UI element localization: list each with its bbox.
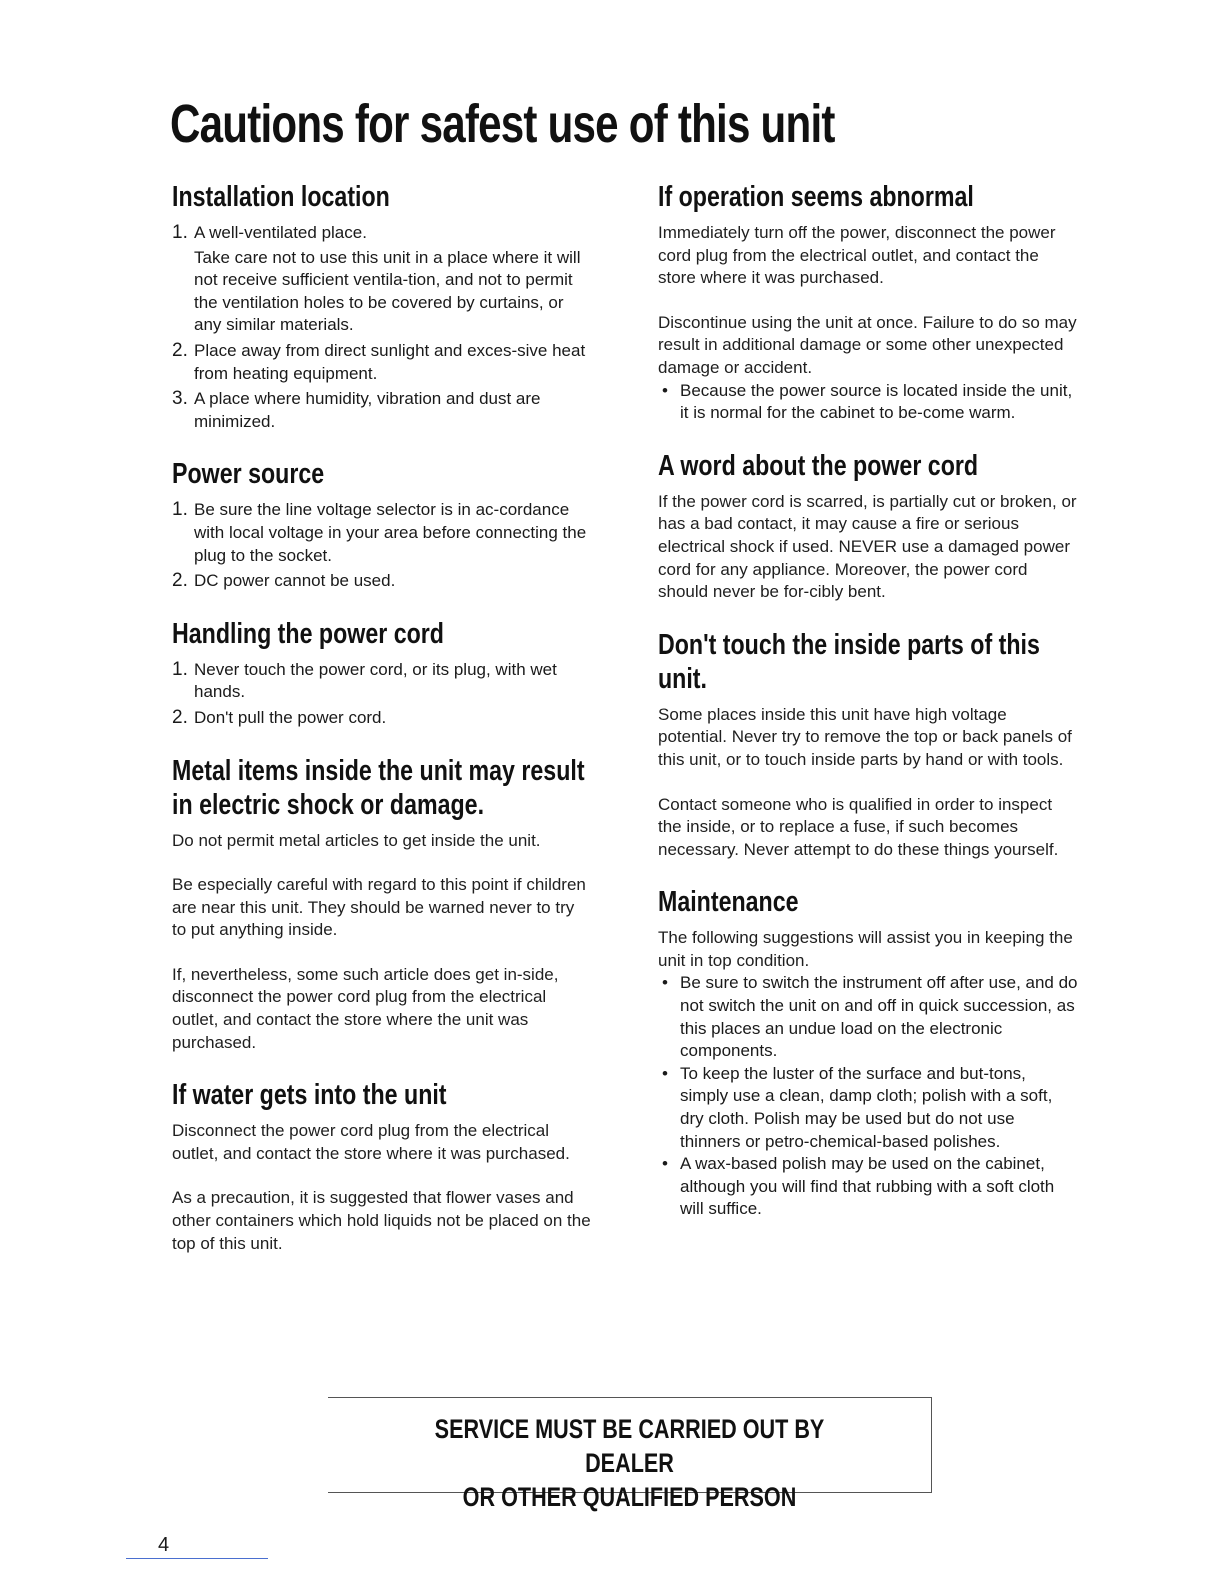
- item-number: 2.: [172, 706, 188, 728]
- paragraph: As a precaution, it is suggested that flower vases and other containers which hold liquids not be placed on the top of this unit.: [172, 1188, 591, 1253]
- item-number: 3.: [172, 388, 188, 410]
- right-column: [658, 180, 1078, 1245]
- bullet-item: • A wax-based polish may be used on the cabinet, although you will find that rubbing with a soft cloth will suffice.: [658, 1153, 1078, 1221]
- numbered-list: [172, 222, 592, 433]
- bullet-item: • Be sure to switch the instrument off after use, and do not switch the unit on and off in quick succession, as this places an undue load on the electronic components.: [658, 972, 1078, 1062]
- paragraph: If, nevertheless, some such article does get in-side, disconnect the power cord plug from the electrical outlet, and contact the store where the unit was purchased.: [172, 964, 559, 1052]
- item-text: Never touch the power cord, or its plug, with wet hands.: [194, 659, 557, 702]
- section-power-cord: [658, 449, 1078, 604]
- section-power-source: [172, 457, 592, 592]
- item-number: 2.: [172, 570, 188, 592]
- paragraph: Some places inside this unit have high voltage potential. Never try to remove the top or back panels of this unit, or to touch inside parts by hand or with tools.: [658, 704, 1072, 769]
- service-notice-box: [328, 1397, 932, 1512]
- notice-line: OR OTHER QUALIFIED PERSON: [462, 1482, 797, 1512]
- section-metal-items: [172, 754, 592, 1055]
- item-number: 2.: [172, 339, 188, 361]
- service-notice-text: [388, 1412, 870, 1514]
- section-water: [172, 1078, 592, 1255]
- list-item: [172, 707, 592, 730]
- paragraph: Be especially careful with regard to this point if children are near this unit. They should be warned never to try to put anything inside.: [172, 875, 586, 940]
- section-heading: Installation location: [172, 181, 390, 213]
- section-heading: A word about the power cord: [658, 449, 979, 482]
- item-text: A place where humidity, vibration and dust are minimized.: [194, 389, 541, 431]
- list-item: [172, 659, 592, 704]
- item-subtext: Take care not to use this unit in a place where it will not receive sufficient ventila-tion, and not to permit the ventilation holes to be covered by curtains, or any similar materials.: [194, 247, 581, 335]
- bullet-item: • Because the power source is located inside the unit, it is normal for the cabinet to be-come warm.: [658, 380, 1078, 425]
- section-handling-power-cord: [172, 617, 592, 730]
- section-heading: Power source: [172, 458, 325, 491]
- paragraph: Immediately turn off the power, disconnect the power cord plug from the electrical outlet, and contact the store where it was purchased.: [658, 223, 1056, 288]
- left-column: [172, 180, 592, 1279]
- section-maintenance: [658, 885, 1078, 1221]
- paragraph: Disconnect the power cord plug from the electrical outlet, and contact the store where it was purchased.: [172, 1121, 570, 1163]
- item-text: Be sure the line voltage selector is in ac-cordance with local voltage in your area before connecting the plug to the socket.: [194, 500, 587, 565]
- section-heading: Metal items inside the unit may result in electric shock or damage.: [172, 754, 585, 821]
- numbered-list: [172, 659, 592, 730]
- numbered-list: [172, 499, 592, 592]
- item-number: 1.: [172, 499, 188, 521]
- section-heading: Don't touch the inside parts of this unit.: [658, 628, 1040, 695]
- section-abnormal-operation: [658, 180, 1078, 425]
- list-item: [172, 499, 592, 567]
- bullet-list: [658, 380, 1078, 425]
- notice-line: SERVICE MUST BE CARRIED OUT BY DEALER: [434, 1414, 825, 1478]
- item-text: A well-ventilated place.: [194, 223, 367, 242]
- section-inside-parts: [658, 628, 1078, 862]
- page-title: Cautions for safest use of this unit: [170, 94, 835, 154]
- item-text: Place away from direct sunlight and exces-sive heat from heating equipment.: [194, 340, 586, 383]
- bullet-item: • To keep the luster of the surface and but-tons, simply use a clean, damp cloth; polish with a soft, dry cloth. Polish may be used but do not use thinners or petro-chemical-based polishes.: [658, 1063, 1078, 1153]
- page-number: 4: [158, 1534, 170, 1556]
- section-heading: If water gets into the unit: [172, 1079, 447, 1112]
- paragraph: Discontinue using the unit at once. Failure to do so may result in additional damage or some other unexpected damage or accident.: [658, 312, 1077, 377]
- section-heading: Maintenance: [658, 886, 799, 919]
- item-number: 1.: [172, 658, 188, 680]
- bullet-list: [658, 972, 1078, 1221]
- paragraph: Do not permit metal articles to get inside the unit.: [172, 830, 541, 850]
- list-item: [172, 340, 592, 385]
- section-installation-location: [172, 180, 592, 433]
- list-item: [172, 388, 592, 433]
- item-number: 1.: [172, 222, 188, 243]
- section-heading: If operation seems abnormal: [658, 181, 974, 213]
- item-text: DC power cannot be used.: [194, 571, 396, 591]
- list-item: [172, 570, 592, 593]
- paragraph: If the power cord is scarred, is partially cut or broken, or has a bad contact, it may cause a fire or serious electrical shock if used. NEVER use a damaged power cord for any appliance. Moreover, the power cord should never be for-cibly bent.: [658, 491, 1077, 602]
- list-item: [172, 222, 592, 337]
- section-heading: Handling the power cord: [172, 617, 444, 650]
- paragraph: Contact someone who is qualified in order to inspect the inside, or to replace a fuse, if such becomes necessary. Never attempt to do these things yourself.: [658, 794, 1059, 859]
- page-number-rule: [126, 1558, 268, 1559]
- item-text: Don't pull the power cord.: [194, 707, 387, 727]
- paragraph: The following suggestions will assist you in keeping the unit in top condition.: [658, 928, 1073, 970]
